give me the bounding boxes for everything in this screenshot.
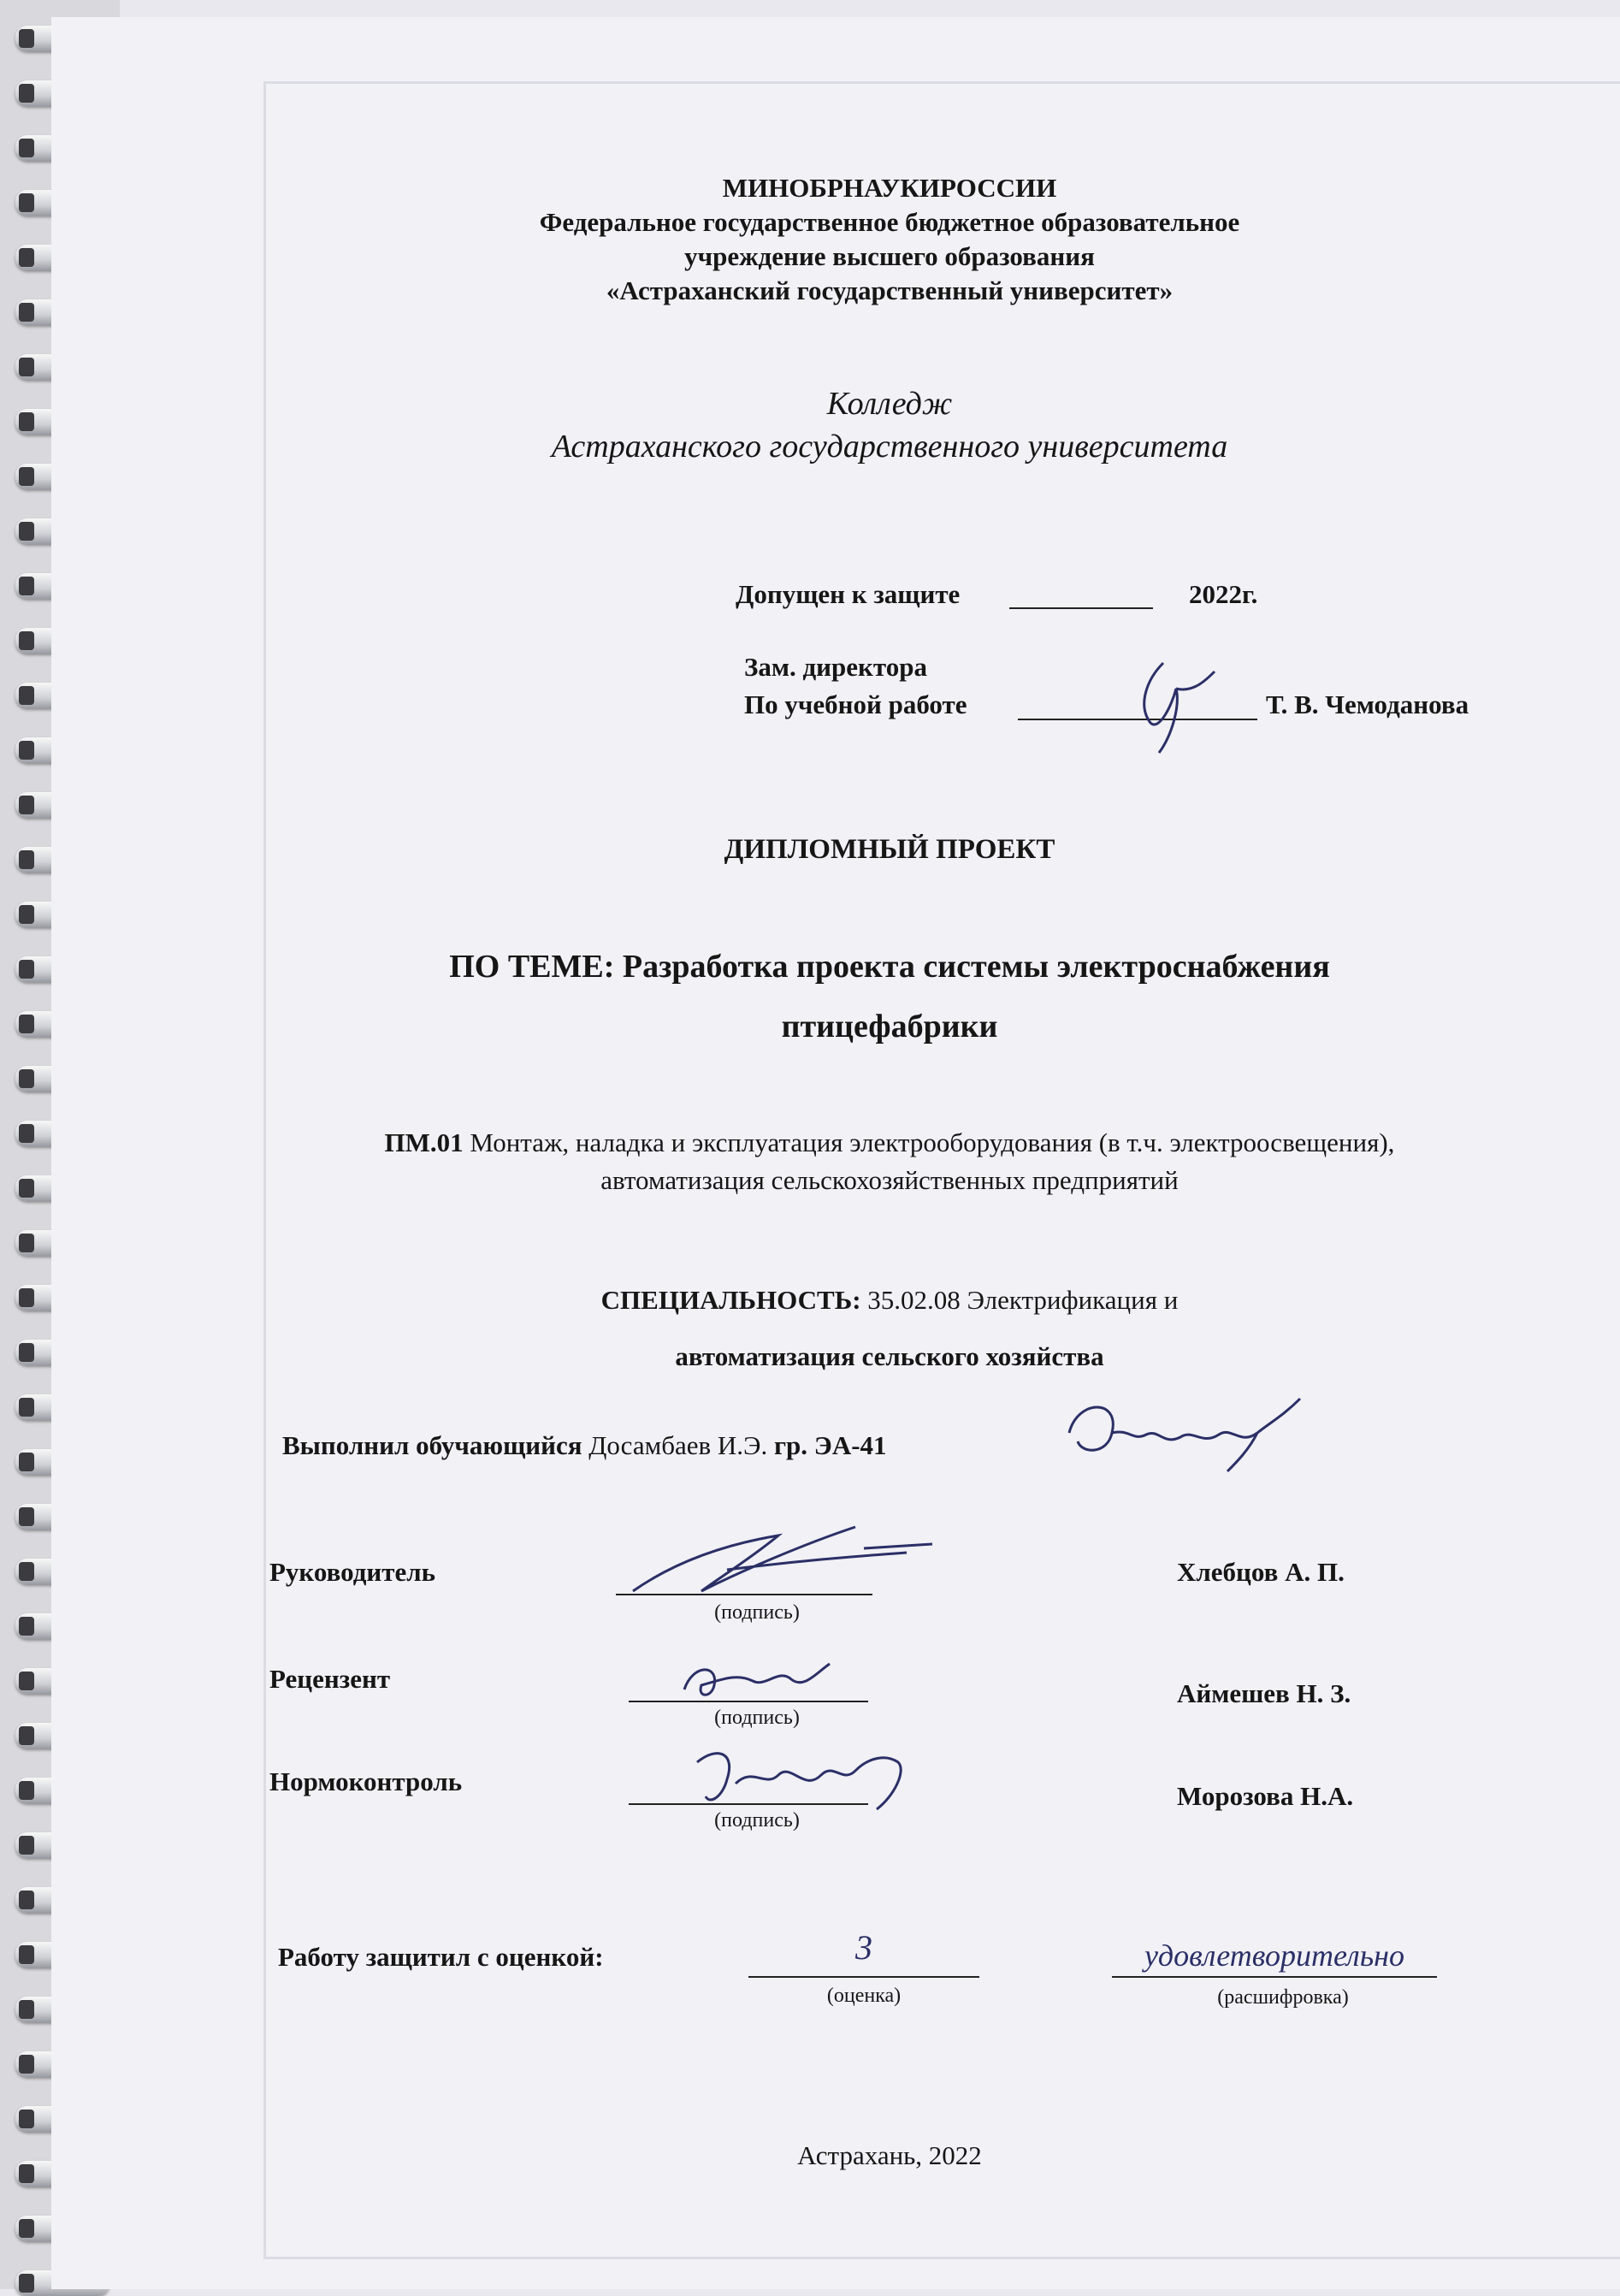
title-page — [51, 17, 1620, 2289]
performer-label: Выполнил обучающийся — [282, 1430, 582, 1460]
module-line-2: автоматизация сельскохозяйственных предприятий — [600, 1165, 1179, 1195]
college-line-1: Колледж — [826, 386, 953, 422]
supervisor-role: Руководитель — [269, 1557, 436, 1587]
supervisor-caption: (подпись) — [714, 1601, 800, 1624]
grade-value: 3 — [855, 1928, 872, 1967]
specialty-line-1 — [411, 1285, 1369, 1316]
normcontrol-signature — [684, 1737, 932, 1814]
performer-name: Досамбаев И.Э. — [582, 1430, 768, 1460]
supervisor-signature — [624, 1510, 967, 1604]
deputy-signature — [1112, 654, 1232, 757]
admitted-year: 2022г. — [1189, 579, 1258, 609]
admitted-label: Допущен к защите — [736, 579, 961, 609]
deputy-name: Т. В. Чемоданова — [1266, 689, 1469, 719]
grade-text-line — [1112, 1976, 1437, 1978]
performer-signature — [1052, 1382, 1334, 1476]
module-code: ПМ.01 — [384, 1127, 464, 1157]
normcontrol-role: Нормоконтроль — [269, 1766, 463, 1796]
reviewer-signature — [667, 1647, 838, 1707]
deputy-subtitle: По учебной работе — [744, 689, 967, 719]
specialty-code: 35.02.08 Электрификация и — [860, 1285, 1179, 1315]
reviewer-caption: (подпись) — [714, 1707, 800, 1729]
admitted-date-line — [1009, 607, 1153, 609]
topic-line-2: птицефабрики — [781, 1009, 998, 1044]
institution-line-2: учреждение высшего образования — [684, 241, 1095, 271]
performer-group: гр. ЭА-41 — [767, 1430, 887, 1460]
institution-line-1: Федеральное государственное бюджетное образовательное — [539, 207, 1240, 237]
grade-label: Работу защитил с оценкой: — [278, 1942, 604, 1972]
normcontrol-caption: (подпись) — [714, 1809, 800, 1831]
university-name: «Астраханский государственный университет» — [606, 275, 1174, 305]
specialty-line-2: автоматизация сельского хозяйства — [675, 1341, 1104, 1371]
reviewer-name: Аймешев Н. З. — [1177, 1678, 1351, 1708]
module-title: Монтаж, наладка и эксплуатация электрооборудования (в т.ч. электроосвещения), — [463, 1127, 1395, 1157]
document-title: ДИПЛОМНЫЙ ПРОЕКТ — [724, 834, 1055, 865]
performer-line — [282, 1430, 887, 1461]
college-line-2: Астраханского государственного университета — [551, 429, 1228, 465]
topic-line-1: ПО ТЕМЕ: Разработка проекта системы электроснабжения — [449, 949, 1330, 985]
grade-text: удовлетворительно — [1144, 1938, 1404, 1973]
grade-value-line — [748, 1976, 979, 1978]
specialty-label: СПЕЦИАЛЬНОСТЬ: — [600, 1285, 861, 1315]
city-year: Астрахань, 2022 — [797, 2140, 982, 2170]
grade-value-caption: (оценка) — [826, 1985, 902, 2007]
reviewer-role: Рецензент — [269, 1664, 391, 1694]
module-line-1 — [222, 1127, 1557, 1158]
deputy-title: Зам. директора — [744, 652, 927, 682]
ministry-name: МИНОБРНАУКИРОССИИ — [722, 173, 1057, 203]
grade-text-caption: (расшифровка) — [1217, 1986, 1349, 2009]
supervisor-name: Хлебцов А. П. — [1177, 1557, 1345, 1587]
normcontrol-name: Морозова Н.А. — [1177, 1781, 1354, 1811]
